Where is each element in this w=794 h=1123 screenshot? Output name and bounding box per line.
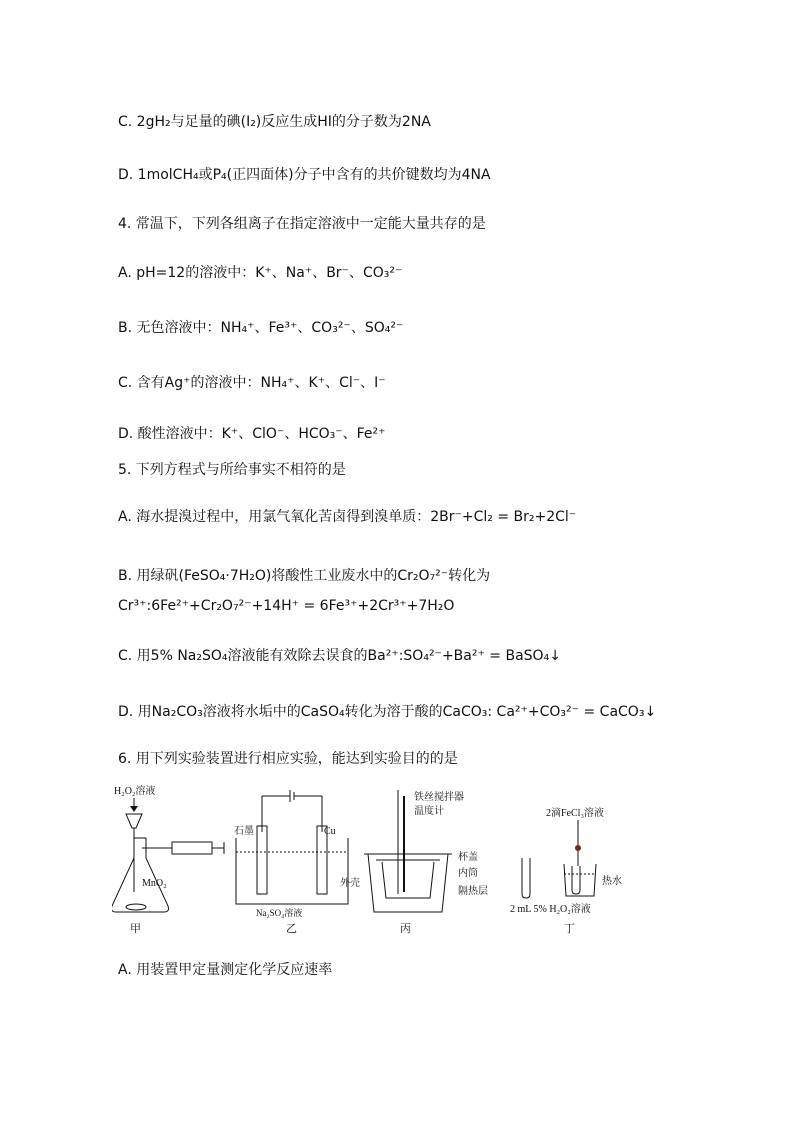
- option-5d: D. 用Na₂CO₃溶液将水垢中的CaSO₄转化为溶于酸的CaCO₃: Ca²⁺+CO₃²⁻ = CaCO₃↓: [118, 704, 657, 720]
- yi-label: 乙: [286, 923, 297, 935]
- option-4d: D. 酸性溶液中：K⁺、ClO⁻、HCO₃⁻、Fe²⁺: [118, 426, 386, 442]
- option-3d: D. 1molCH₄或P₄(正四面体)分子中含有的共价键数均为4NA: [118, 167, 491, 183]
- option-5a: A. 海水提溴过程中，用氯气氧化苦卤得到溴单质：2Br⁻+Cl₂ = Br₂+2Cl⁻: [118, 509, 577, 525]
- apparatus-yi: [234, 790, 348, 935]
- bing-thermometer-label: 温度计: [414, 806, 444, 817]
- apparatus-ding: [510, 806, 622, 935]
- apparatus-figure: [112, 782, 672, 942]
- option-6a: A. 用装置甲定量测定化学反应速率: [118, 962, 333, 978]
- bing-stirrer-label: 铁丝搅拌器: [414, 792, 464, 803]
- yi-solution-label: Na₂SO₄溶液: [256, 908, 303, 918]
- bing-label: 丙: [400, 923, 411, 935]
- bing-inner-label: 内筒: [458, 868, 478, 879]
- option-5b-line2: Cr³⁺:6Fe²⁺+Cr₂O₇²⁻+14H⁺ = 6Fe³⁺+2Cr³⁺+7H₂O: [118, 598, 455, 614]
- option-4c: C. 含有Ag⁺的溶液中：NH₄⁺、K⁺、Cl⁻、I⁻: [118, 375, 386, 391]
- option-5b-line1: B. 用绿矾(FeSO₄·7H₂O)将酸性工业废水中的Cr₂O₇²⁻转化为: [118, 568, 491, 584]
- jia-label: 甲: [130, 923, 141, 935]
- bing-outer-label: 外壳: [340, 878, 360, 889]
- option-3c: C. 2gH₂与足量的碘(I₂)反应生成HI的分子数为2NA: [118, 114, 431, 130]
- bing-lid-label: 杯盖: [458, 852, 478, 863]
- apparatus-bing: [340, 790, 488, 935]
- ding-water-label: 热水: [602, 876, 622, 887]
- ding-drops-label: 2滴FeCl₃溶液: [546, 808, 604, 819]
- ding-solution-label: 2 mL 5% H₂O₂溶液: [510, 904, 591, 915]
- bing-insulation-label: 隔热层: [458, 886, 488, 897]
- yi-right-label: Cu: [324, 826, 336, 837]
- jia-reagent-label: H₂O₂溶液: [114, 786, 156, 797]
- yi-left-label: 石墨: [234, 826, 254, 837]
- option-4b: B. 无色溶液中：NH₄⁺、Fe³⁺、CO₃²⁻、SO₄²⁻: [118, 320, 404, 336]
- ding-label: 丁: [564, 923, 575, 935]
- jia-solid-label: MnO₂: [142, 878, 167, 889]
- question-6: 6. 用下列实验装置进行相应实验，能达到实验目的的是: [118, 751, 458, 767]
- option-5c: C. 用5% Na₂SO₄溶液能有效除去误食的Ba²⁺:SO₄²⁻+Ba²⁺ = BaSO₄↓: [118, 648, 561, 664]
- apparatus-jia: [112, 784, 224, 935]
- option-4a: A. pH=12的溶液中：K⁺、Na⁺、Br⁻、CO₃²⁻: [118, 265, 403, 281]
- question-5: 5. 下列方程式与所给事实不相符的是: [118, 462, 346, 478]
- question-4: 4. 常温下，下列各组离子在指定溶液中一定能大量共存的是: [118, 216, 486, 232]
